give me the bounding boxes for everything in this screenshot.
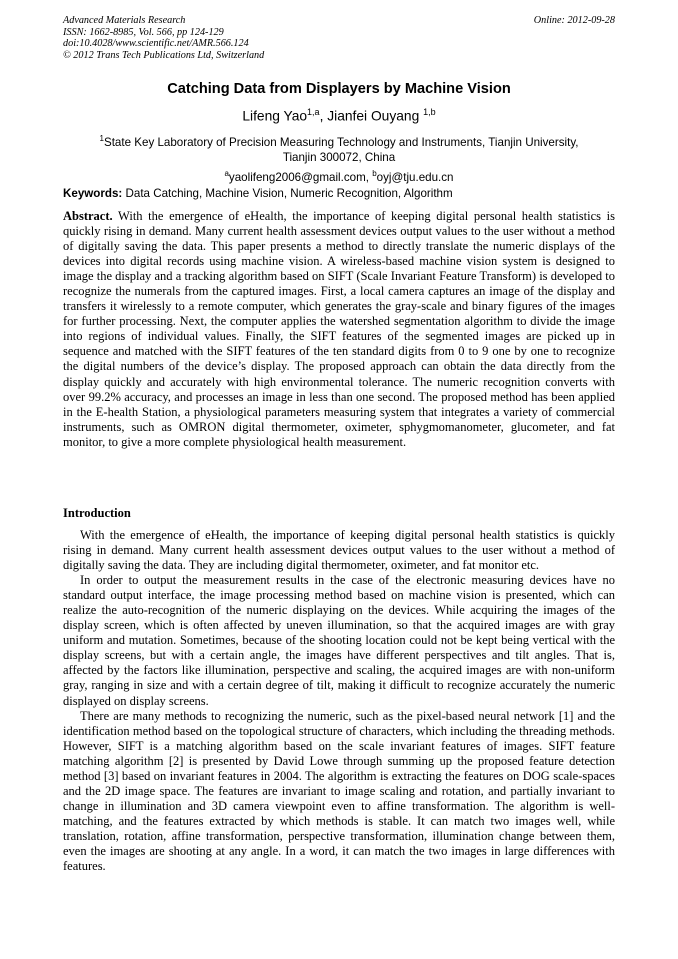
author-name: Jianfei Ouyang xyxy=(327,108,420,124)
abstract-text: With the emergence of eHealth, the importance of keeping digital personal health statistics is quickly rising in demand. Many current health assessment devices output values to the user without a method of digitally saving the data. This paper presents a method to directly translate the numeric displays of the devices into digital records using machine vision. A wireless-based machine vision system is designed to image the display and a tracking algorithm based on SIFT (Scale Invariant Feature Transform) is developed to recognize the numerals from the captured images. First, a local camera captures an image of the display and transfers it wirelessly to a remote computer, which generates the gray-scale and binary figures of the images for further processing. Next, the computer applies the watershed segmentation algorithm to divide the image into regions of individual values. Finally, the SIFT features of the segmented images are picked up in sequence and matched with the SIFT features of the ten standard digits from 0 to 9 one by one to recognize the digital numbers of the device’s display. The proposed approach can obtain the data directly from the display quickly and accurately with high environmental tolerance. The numeric recognition converts with over 99.2% accuracy, and processes an image in less than one second. The proposed method has been applied in the E-health Station, a physiological parameters measuring system that integrates a variety of commercial instruments, such as OMRON digital thermometer, oximeter, sphygmomanometer, glucometer, and fat monitor, to give a more complete physiological health measurement. xyxy=(63,209,615,449)
abstract-label: Abstract. xyxy=(63,209,113,223)
journal-doi: doi:10.4028/www.scientific.net/AMR.566.124 xyxy=(63,38,249,49)
author-separator: , xyxy=(319,108,328,124)
author-superscript: 1,a xyxy=(307,107,320,117)
keywords-text: Data Catching, Machine Vision, Numeric Recognition, Algorithm xyxy=(125,187,453,200)
body-paragraph: With the emergence of eHealth, the importance of keeping digital personal health statistics is quickly rising in demand. Many current health assessment devices output values to the user without a method of digitally saving the data. They are including digital thermometer, oximeter, and fat monitor etc. xyxy=(63,528,615,573)
email-line xyxy=(70,166,608,185)
introduction-body xyxy=(63,528,615,874)
journal-issn: ISSN: 1662-8985, Vol. 566, pp 124-129 xyxy=(63,26,224,38)
email-address: oyj@tju.edu.cn xyxy=(376,170,454,184)
online-date: Online: 2012-09-28 xyxy=(533,15,615,26)
keywords-line xyxy=(63,186,623,202)
body-paragraph: In order to output the measurement results in the case of the electronic measuring devices have no standard output interface, the image processing method based on machine vision is presented, which can realize the auto-recognition of the numeric displaying on the devices. While acquiring the images of the display screen, which is often affected by uneven illumination, so that the acquired images are with gray uniform and mutation. Sometimes, because of the shooting location could not be kept being vertical with the display screens, but with a certain angle, the images have different perspectives and tilt angles. That is, affected by the factors like illumination, perspective and scaling, the acquired images are with non-uniform gray, ranging in size and with a certain degree of tilt, making it difficult to recognize accurately the numeric displayed on display screens. xyxy=(63,573,615,708)
email-superscript: b xyxy=(372,168,377,178)
journal-copyright: © 2012 Trans Tech Publications Ltd, Switzerland xyxy=(63,49,265,61)
journal-header xyxy=(63,15,615,61)
journal-name: Advanced Materials Research xyxy=(63,15,186,26)
keywords-label: Keywords: xyxy=(63,187,123,200)
affiliation-line: $^1$State Key Laboratory of Precision Measuring Technology and Instruments, Tianjin University, xyxy=(99,134,579,149)
author-superscript: 1,b xyxy=(423,107,436,117)
section-heading: Introduction xyxy=(63,506,131,520)
paper-title: Catching Data from Displayers by Machine Vision xyxy=(167,81,511,97)
email-address: yaolifeng2006@gmail.com, xyxy=(228,170,369,184)
affiliation-superscript: 1 xyxy=(99,134,104,143)
affiliation-line: Tianjin 300072, China xyxy=(282,151,396,165)
body-paragraph: There are many methods to recognizing the numeric, such as the pixel-based neural network [1] and the identification method based on the topological structure of characters, which including the threading methods. However, SIFT is a matching algorithm based on the scale invariant features of images. SIFT feature matching algorithm [2] is presented by David Lowe through summing up the proposed feature detection method [3] based on invariant features in 2004. The algorithm is extracting the features on DOG scale-spaces and the 2D image space. The features are invariant to image scaling and rotation, and partially invariant to change in illumination and 3D camera viewpoint even to affine transformation. The algorithm is well-matching, and the features extracted by which methods is stable. It can match two images well, while translation, rotation, affine transformation, perspective transformation, illumination change between them, even the images are shooting at any angle. In a word, it can match the two images in large differences with features. xyxy=(63,708,615,874)
author-line xyxy=(0,103,678,126)
abstract-paragraph xyxy=(63,209,615,450)
email-superscript: a xyxy=(224,168,229,178)
affiliation-block xyxy=(70,131,608,185)
author-name: Lifeng Yao xyxy=(242,108,308,124)
